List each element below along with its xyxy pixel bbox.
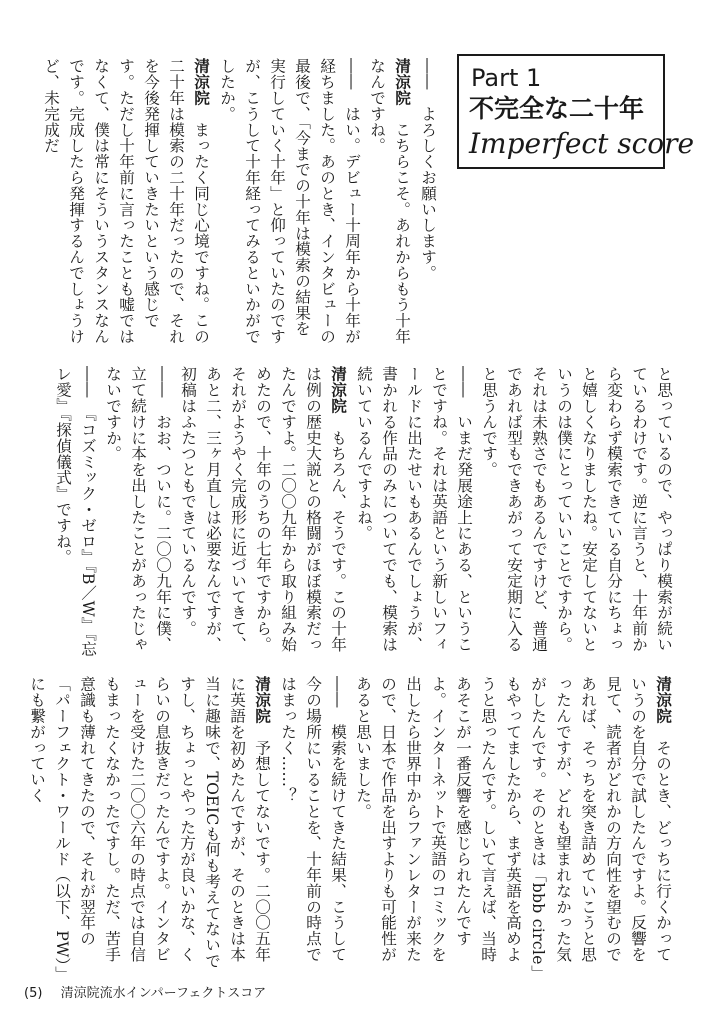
speaker-name: 清涼院: [192, 58, 211, 106]
part-label: Part 1: [471, 64, 542, 92]
paragraph-text: と思っているので、やっぱり模索が続いているわけです。逆に言うと、十年前から変わらず模索できている自分にちょっと嬉しくなりましたね。安定してないというのは僕にとっていいことですから。それは未熟さでもあるんですけど、普通であれば型もできあがって安定期に入ると思うんです。: [480, 366, 673, 653]
speaker-name: 清涼院: [329, 366, 348, 414]
part-title-box: [457, 54, 695, 169]
paragraph-text: こちらこそ。あれからもう十年なんですね。: [368, 58, 411, 345]
page-number: (5): [24, 986, 43, 1001]
paragraph: [175, 366, 351, 668]
speaker-name: 清涼院: [253, 676, 272, 724]
paragraph-text: いまだ発展途上にある、ということですね。それは英語という新しいフィールドに出たせいもあるんでしょうが、書かれる作品のみについてでも、模索は続いているんですよね。: [355, 366, 473, 653]
interviewer-dash: ――: [419, 58, 437, 106]
paragraph: [275, 676, 350, 976]
interviewer-dash: ――: [79, 366, 97, 414]
paragraph: [50, 366, 100, 668]
paragraph-text: まったく同じ心境ですね。この二十年は模索の二十年だったので、それを今後発揮していきたいという感じです。ただし十年前に言ったことも嘘ではなくて、僕は常にそういうスタンスなんです。完成したら発揮するんでしょうけど、未完成だ: [42, 58, 210, 345]
text-column-top-left: [42, 58, 440, 345]
text-column-middle: [56, 366, 676, 668]
paragraph: [38, 58, 214, 345]
paragraph: [350, 676, 676, 976]
speaker-name: 清涼院: [393, 58, 412, 106]
paragraph: [415, 58, 440, 345]
interviewer-dash: ――: [154, 366, 172, 414]
interviewer-dash: ――: [329, 676, 347, 724]
paragraph-text: もちろん、そうです。この十年は例の歴史大説との格闘がほぼ模索だったんですよ。二〇〇九年から取り組み始めたので、十年のうちの七年ですから。それがようやく完成形に近づいてきて、あと二、三ヶ月直しは必要なんですが、初稿はふたつともできているんです。: [179, 366, 347, 653]
page-footer: [24, 986, 266, 1002]
paragraph-text: よろしくお願いします。: [419, 105, 437, 281]
paragraph: [100, 366, 175, 668]
paragraph-text: そのとき、どっちに行くかっていうのを自分で試したんですよ。反響を見て、読者がどれかの方向性を望むのであれば、そっちを突き詰めていこうと思ったんですが、どれも望まれなかった気がしたんです。そのときは「bbb circle」もやってましたから、まず英語を高めようと思ったんです。しいて言えば、当時あそこが一番反響を感じられたんですよ。インターネットで英語のコミックを出したら世界中からファンレターが来たので、日本で作品を出すよりも可能性があると思いました。: [354, 676, 672, 973]
paragraph: [364, 58, 415, 345]
footer-title: 清涼院流水インパーフェクトスコア: [60, 986, 267, 1001]
part-title-japanese: 不完全な二十年: [469, 94, 645, 123]
paragraph: [351, 366, 476, 668]
interviewer-dash: ――: [343, 58, 361, 106]
paragraph-text: 『コズミック・ゼロ』『B／W』『忘レ愛』『探偵儀式』ですね。: [54, 366, 97, 657]
paragraph-text: 予想してないです。二〇〇五年に英語を初めたんですが、そのときは本当に趣味で、TOEICも何も考えてないですし、ちょっとやった方が良いかな、くらいの息抜きだったんですよ。インタビューを受けた二〇〇六年の時点では自信もまったくなかったですし。ただ、苦手意識も薄れてきたので、それが翌年の「パーフェクト・ワールド（以下、PW）」にも繋がっていく: [28, 676, 271, 974]
speaker-name: 清涼院: [654, 676, 673, 724]
part-title-english: Imperfect score: [469, 127, 695, 160]
paragraph-text: 模索を続けてきた結果、こうして今の場所にいることを、十年前の時点ではまったく……？: [279, 676, 347, 963]
paragraph: [24, 676, 275, 976]
paragraph-text: はい。デビュー十周年から十年が経ちました。あのとき、インタビューの最後で、「今までの十年は模索の結果を実行していく十年」と仰っていたのですが、こうして十年経ってみるといかがでしたか。: [218, 58, 361, 345]
interviewer-dash: ――: [455, 366, 473, 414]
text-column-bottom: [28, 676, 676, 976]
paragraph: [214, 58, 364, 345]
paragraph-text: おお、ついに。二〇〇九年に僕、立て続けに本を出したことがあったじゃないですか。: [104, 366, 172, 653]
paragraph: [476, 366, 676, 668]
